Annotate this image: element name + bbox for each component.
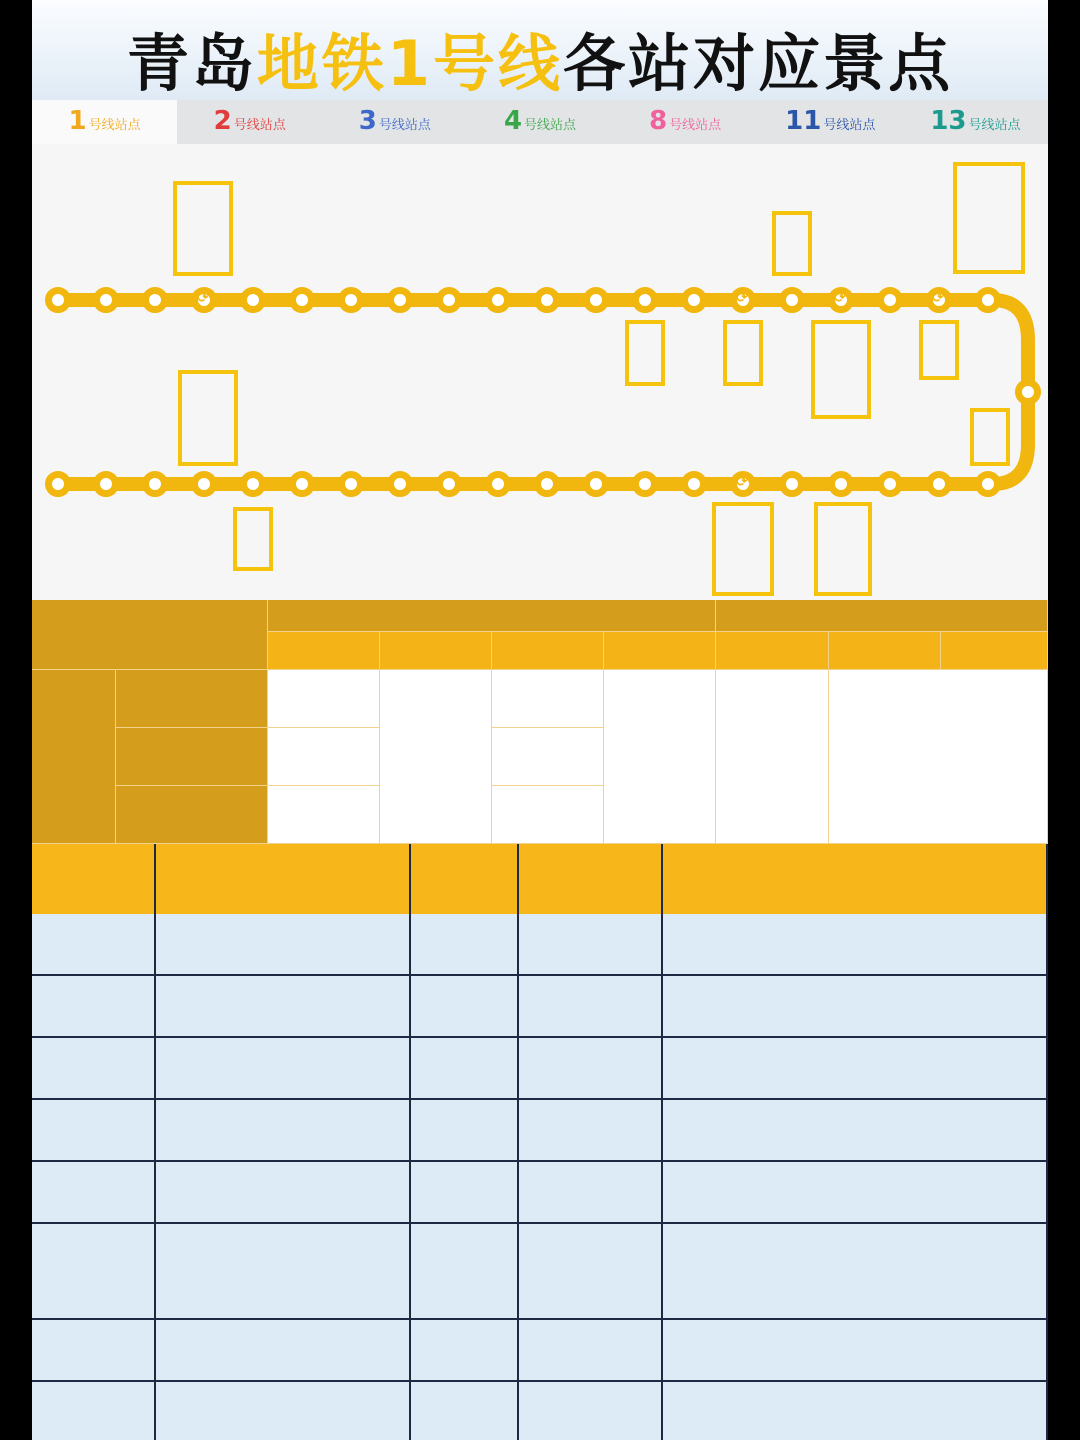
frequency-table (32, 600, 1048, 844)
attractions-table (32, 844, 1048, 1440)
station-dot (877, 287, 903, 313)
station-dot (975, 287, 1001, 313)
station-dot (436, 471, 462, 497)
freq-col-header (268, 632, 380, 670)
station-dot (45, 287, 71, 313)
station-dot (681, 471, 707, 497)
highlight-box (970, 408, 1010, 466)
station-dot (779, 471, 805, 497)
station-dot (338, 471, 364, 497)
station-dot (877, 471, 903, 497)
highlight-box (173, 181, 233, 276)
station-dot (93, 471, 119, 497)
station-dot (681, 287, 707, 313)
station-dot (93, 287, 119, 313)
tab-suffix: 号线站点 (524, 118, 577, 133)
station-dot (387, 471, 413, 497)
ticket-cell (411, 1100, 519, 1162)
station-dot (485, 471, 511, 497)
booking-cell (663, 1162, 1048, 1224)
highlight-box (814, 502, 872, 596)
freq-cell (492, 670, 604, 728)
freq-col-header (941, 632, 1048, 670)
station-dot (730, 287, 756, 313)
station-dot (632, 471, 658, 497)
freq-col-header (604, 632, 716, 670)
time-cell (519, 976, 663, 1038)
station-dot (142, 471, 168, 497)
time-cell (519, 914, 663, 976)
highlight-box (811, 320, 871, 419)
booking-cell (663, 1382, 1048, 1440)
ticket-cell (411, 1224, 519, 1320)
station-dot (534, 471, 560, 497)
highlight-box (178, 370, 238, 466)
station-dot (45, 471, 71, 497)
freq-cell (604, 670, 716, 844)
highlight-box (772, 211, 812, 276)
station-dot (926, 287, 952, 313)
station-dot (632, 287, 658, 313)
attraction-cell (156, 1320, 411, 1382)
attr-header (663, 844, 1048, 914)
station-dot (534, 287, 560, 313)
attr-header (32, 844, 156, 914)
station-dot (583, 287, 609, 313)
attr-header (519, 844, 663, 914)
ticket-cell (411, 1382, 519, 1440)
station-cell (32, 1320, 156, 1382)
freq-route (116, 786, 268, 844)
page (32, 0, 1048, 1440)
booking-cell (663, 1224, 1048, 1320)
freq-header (268, 600, 716, 632)
title-bar (32, 0, 1048, 100)
booking-cell (663, 976, 1048, 1038)
booking-cell (663, 1038, 1048, 1100)
ticket-cell (411, 1320, 519, 1382)
tab-line-11[interactable] (758, 100, 903, 144)
tab-suffix: 号线站点 (233, 118, 286, 133)
station-dot (142, 287, 168, 313)
station-cell (32, 1162, 156, 1224)
station-dot (485, 287, 511, 313)
freq-col-header (492, 632, 604, 670)
station-cell (32, 1100, 156, 1162)
tab-line-4[interactable] (467, 100, 612, 144)
station-dot (387, 287, 413, 313)
station-cell (32, 1224, 156, 1320)
station-dot (191, 287, 217, 313)
freq-route (116, 670, 268, 728)
station-dot (583, 471, 609, 497)
freq-col-header (380, 632, 492, 670)
station-cell (32, 1038, 156, 1100)
tab-number: 3 (358, 106, 377, 136)
highlight-box (919, 320, 959, 380)
freq-header (716, 600, 1048, 632)
metro-line-map (32, 144, 1048, 600)
page-title: 青岛地铁1号线各站对应景点 (126, 27, 954, 100)
station-dot (240, 471, 266, 497)
station-dot (338, 287, 364, 313)
freq-cell (268, 670, 380, 728)
freq-cell (380, 670, 492, 844)
highlight-box (625, 320, 665, 386)
attraction-cell (156, 1100, 411, 1162)
highlight-box (723, 320, 763, 386)
station-dot (289, 471, 315, 497)
station-dot (191, 471, 217, 497)
freq-cell (829, 670, 1048, 844)
booking-cell (663, 1100, 1048, 1162)
freq-col-header (716, 632, 829, 670)
ticket-cell (411, 1162, 519, 1224)
attraction-cell (156, 976, 411, 1038)
tab-line-1[interactable] (32, 100, 177, 144)
booking-cell (663, 1320, 1048, 1382)
freq-cell (492, 786, 604, 844)
freq-cell (716, 670, 829, 844)
attraction-cell (156, 914, 411, 976)
tab-suffix: 号线站点 (823, 118, 876, 133)
attr-header (156, 844, 411, 914)
tab-suffix: 号线站点 (669, 118, 722, 133)
time-cell (519, 1320, 663, 1382)
tab-line-3[interactable] (322, 100, 467, 144)
station-dot (289, 287, 315, 313)
tab-number: 4 (503, 106, 523, 136)
ticket-cell (411, 976, 519, 1038)
station-dot (975, 471, 1001, 497)
tab-number: 13 (930, 106, 967, 136)
time-cell (519, 1100, 663, 1162)
station-dot (926, 471, 952, 497)
tab-line-2[interactable] (177, 100, 322, 144)
line-tabs (32, 100, 1048, 144)
tab-suffix: 号线站点 (378, 118, 431, 133)
ticket-cell (411, 914, 519, 976)
tab-suffix: 号线站点 (88, 118, 141, 133)
attraction-cell (156, 1382, 411, 1440)
highlight-box (712, 502, 774, 596)
station-dot (1015, 379, 1041, 405)
tab-number: 11 (785, 106, 822, 136)
attraction-cell (156, 1038, 411, 1100)
time-cell (519, 1038, 663, 1100)
attraction-cell (156, 1162, 411, 1224)
tab-line-13[interactable] (903, 100, 1048, 144)
station-dot (828, 471, 854, 497)
freq-cell (268, 786, 380, 844)
station-dot (240, 287, 266, 313)
freq-cell (492, 728, 604, 786)
highlight-box (953, 162, 1025, 274)
station-cell (32, 914, 156, 976)
tab-number: 8 (649, 106, 668, 136)
freq-col-header (829, 632, 941, 670)
highlight-box (233, 507, 273, 571)
time-cell (519, 1382, 663, 1440)
tab-number: 1 (68, 106, 87, 136)
attr-header (411, 844, 519, 914)
tab-suffix: 号线站点 (968, 118, 1021, 133)
freq-line-name (32, 670, 116, 844)
ticket-cell (411, 1038, 519, 1100)
tab-number: 2 (213, 106, 232, 136)
station-dot (828, 287, 854, 313)
freq-cell (268, 728, 380, 786)
time-cell (519, 1224, 663, 1320)
tab-line-8[interactable] (613, 100, 758, 144)
station-dot (730, 471, 756, 497)
station-dot (436, 287, 462, 313)
station-dot (779, 287, 805, 313)
station-cell (32, 976, 156, 1038)
freq-route (116, 728, 268, 786)
time-cell (519, 1162, 663, 1224)
attraction-cell (156, 1224, 411, 1320)
freq-header (32, 600, 268, 670)
booking-cell (663, 914, 1048, 976)
station-cell (32, 1382, 156, 1440)
